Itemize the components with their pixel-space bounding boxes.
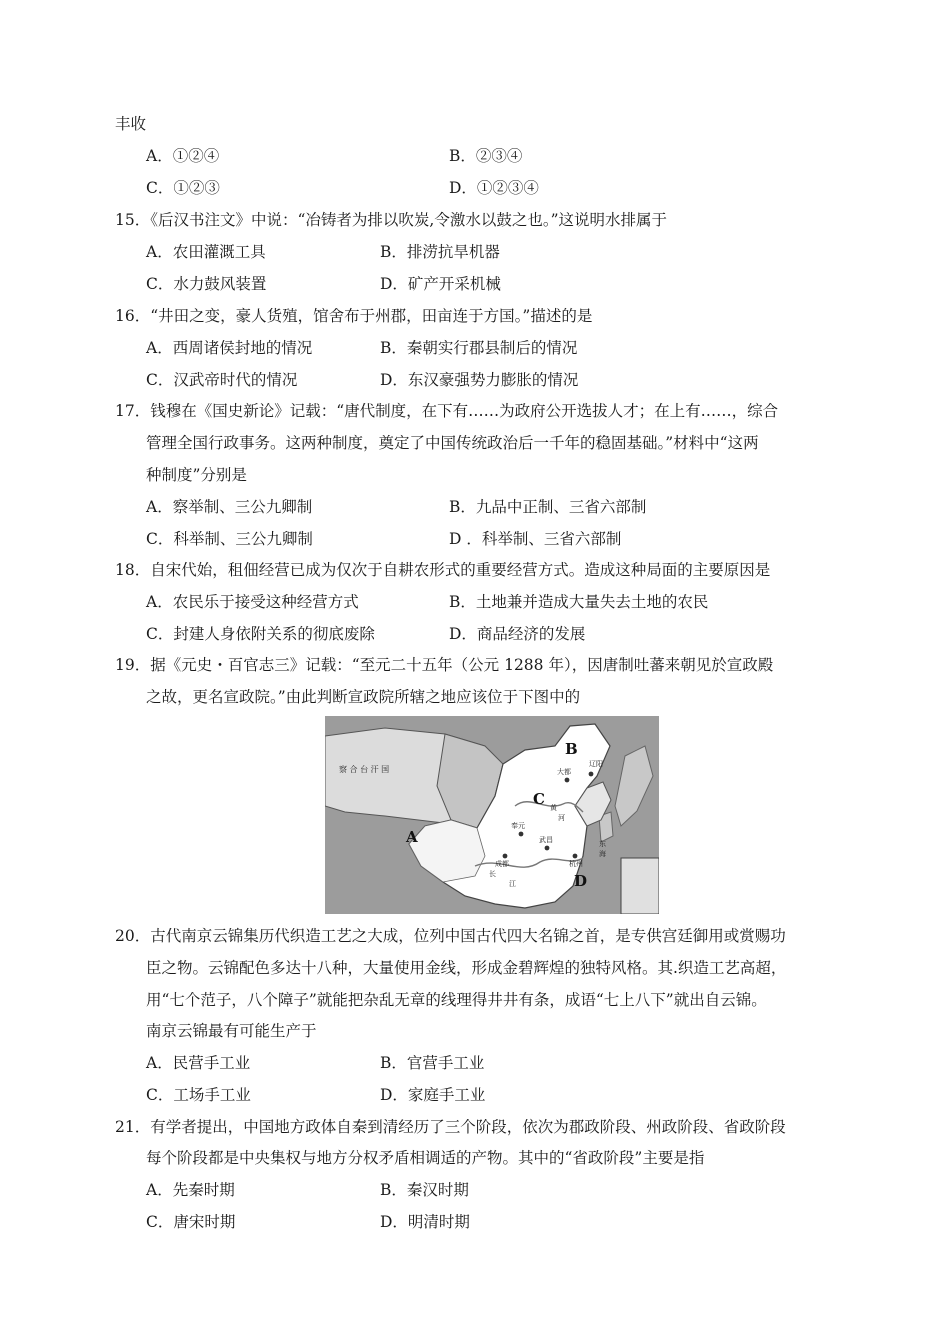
q21-option-b[interactable]: B．秦汉时期 [380,1181,469,1199]
q20-option-c[interactable]: C．工场手工业 [146,1086,251,1104]
map-city-liaoyang-dot [589,772,594,777]
q16-stem: 16．“井田之变，豪人货殖，馆舍布于州郡，田亩连于方国。”描述的是 [115,307,593,325]
q19-stem-line-1: 19．据《元史・百官志三》记载：“至元二十五年（公元 1288 年），因唐制吐蕃来朝见於宣政殿 [115,656,774,674]
q18-option-c[interactable]: C．封建人身依附关系的彻底废除 [146,625,375,643]
map-label-wuchang: 武昌 [539,836,553,844]
q20-stem-line-2: 臣之物。云锦配色多达十八种，大量使用金线，形成金碧辉煌的独特风格。其.织造工艺高超， [146,959,787,977]
q16-option-b[interactable]: B．秦朝实行郡县制后的情况 [380,339,578,357]
map-label-chang: 长 [489,870,496,878]
map-label-fengyuan: 奉元 [511,822,525,830]
q18-stem: 18．自宋代始，租佃经营已成为仅次于自耕农形式的重要经营方式。造成这种局面的主要原因是 [115,561,771,579]
map-label-hangzhou: 杭州 [569,860,583,868]
q15-stem: 15．《后汉书注文》中说：“冶铸者为排以吹炭,令激水以鼓之也。”这说明水排属于 [115,211,668,229]
q14-option-b[interactable]: B．②③④ [449,147,523,165]
q21-option-c[interactable]: C．唐宋时期 [146,1213,236,1231]
q16-option-a[interactable]: A．西周诸侯封地的情况 [146,339,313,357]
q17-option-c[interactable]: C．科举制、三公九卿制 [146,530,313,548]
q17-option-b[interactable]: B．九品中正制、三省六部制 [449,498,647,516]
q15-option-c[interactable]: C．水力鼓风装置 [146,275,267,293]
q21-option-d[interactable]: D．明清时期 [380,1213,470,1231]
q17-stem-line-3: 种制度”分别是 [146,466,247,484]
map-label-he: 河 [558,814,565,822]
map-label-chengdu: 成都 [495,860,509,868]
q20-stem-line-1: 20．古代南京云锦集历代织造工艺之大成，位列中国古代四大名锦之首，是专供宫廷御用或赏赐功 [115,927,786,945]
map-city-fengyuan-dot [519,832,524,837]
q18-option-a[interactable]: A．农民乐于接受这种经营方式 [146,593,359,611]
q16-option-d[interactable]: D．东汉豪强势力膨胀的情况 [380,371,579,389]
q14-option-d[interactable]: D．①②③④ [449,179,539,197]
map-label-dadu: 大都 [557,768,571,776]
map-label-b: B [565,740,578,758]
q20-option-b[interactable]: B．官营手工业 [380,1054,485,1072]
q14-option-c[interactable]: C．①②③ [146,179,220,197]
map-label-chagatai: 察 合 台 汗 国 [339,765,390,774]
map-city-dadu-dot [565,778,570,783]
map-city-wuchang-dot [545,846,550,851]
map-city-chengdu-dot [503,854,508,859]
q14-option-a[interactable]: A．①②④ [146,147,220,165]
map-label-a: A [406,828,418,846]
q15-option-a[interactable]: A．农田灌溉工具 [146,243,266,261]
q19-stem-line-2: 之故，更名宣政院。”由此判断宣政院所辖之地应该位于下图中的 [146,688,581,706]
q21-stem-line-1: 21．有学者提出，中国地方政体自秦到清经历了三个阶段，依次为郡政阶段、州政阶段、省政阶段 [115,1118,786,1136]
map-label-c: C [533,790,545,808]
q20-option-d[interactable]: D．家庭手工业 [380,1086,486,1104]
map-label-jiang: 江 [509,880,516,888]
map-label-liaoyang: 辽阳 [589,760,603,768]
q20-stem-line-4: 南京云锦最有可能生产于 [146,1022,317,1040]
q17-option-d[interactable]: D ．科举制、三省六部制 [449,530,622,548]
q20-option-a[interactable]: A．民营手工业 [146,1054,251,1072]
q15-option-d[interactable]: D．矿产开采机械 [380,275,501,293]
q18-option-d[interactable]: D．商品经济的发展 [449,625,586,643]
q21-stem-line-2: 每个阶段都是中央集权与地方分权矛盾相调适的产物。其中的“省政阶段”主要是指 [146,1149,705,1167]
yuan-dynasty-map [325,716,659,914]
q17-stem-line-2: 管理全国行政事务。这两种制度，奠定了中国传统政治后一千年的稳固基础。”材料中“这两 [146,434,759,452]
q17-option-a[interactable]: A．察举制、三公九卿制 [146,498,313,516]
q21-option-a[interactable]: A．先秦时期 [146,1181,235,1199]
map-label-hai: 海 [599,850,606,858]
map-label-d: D [574,872,588,890]
q17-stem-line-1: 17．钱穆在《国史新论》记载：“唐代制度，在下有……为政府公开选拔人才；在上有……，综合 [115,402,779,420]
map-label-huanghe: 黄 [550,804,557,812]
q18-option-b[interactable]: B．土地兼并造成大量失去土地的农民 [449,593,709,611]
map-inset [621,858,659,914]
map-city-hangzhou-dot [573,854,578,859]
map-label-dong: 东 [599,840,606,848]
q15-option-b[interactable]: B．排涝抗旱机器 [380,243,500,261]
q20-stem-line-3: 用“七个范子，八个障子”就能把杂乱无章的线理得井井有条，成语“七上八下”就出自云锦。 [146,991,767,1009]
q16-option-c[interactable]: C．汉武帝时代的情况 [146,371,298,389]
q14-continuation: 丰收 [115,115,147,133]
